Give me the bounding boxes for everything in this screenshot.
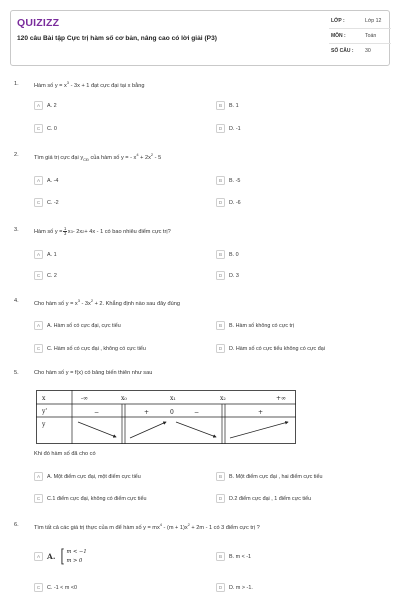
question-text: Cho hàm số y = f(x) có bảng biến thiên như sau xyxy=(34,370,153,376)
option-c[interactable]: C C.1 điểm cực đại, không có điểm cực tiểu xyxy=(34,494,147,503)
meta-divider xyxy=(329,28,391,29)
increase-arrow xyxy=(230,422,288,438)
x-value: +∞ xyxy=(276,395,287,402)
question-number: 4. xyxy=(14,298,19,304)
option-c[interactable]: C C. 2 xyxy=(34,271,57,280)
option-letter-box: C xyxy=(34,124,43,133)
row-label-yprime: y' xyxy=(42,408,48,415)
option-letter-box: C xyxy=(34,494,43,503)
option-letter-box: D xyxy=(216,344,225,353)
option-a[interactable]: A A. [ m < −1 m > 0 xyxy=(34,552,87,561)
class-value: Lớp 12 xyxy=(365,18,382,24)
fraction: $\frac{1}{3}$ xyxy=(63,226,67,237)
option-letter-box: A xyxy=(34,321,43,330)
subject-value: Toán xyxy=(365,33,377,39)
row-label-x: x xyxy=(42,395,46,402)
option-d[interactable]: D D. -6 xyxy=(216,198,241,207)
option-d[interactable]: D D. -1 xyxy=(216,124,241,133)
x-value: x₀ xyxy=(121,395,127,402)
option-letter-box: A xyxy=(34,176,43,185)
question-number: 3. xyxy=(14,227,19,233)
option-letter-box: B xyxy=(216,250,225,259)
x-value: x₂ xyxy=(220,395,226,402)
quizizz-logo: QUIZIZZ xyxy=(17,17,60,29)
option-letter-box: B xyxy=(216,472,225,481)
option-letter-box: A xyxy=(34,472,43,481)
option-a[interactable]: A A. Một điểm cực đại, một điểm cực tiểu xyxy=(34,472,141,481)
option-letter-box: C xyxy=(34,198,43,207)
option-letter-box: C xyxy=(34,344,43,353)
row-label-y: y xyxy=(42,421,46,428)
question-text: Tìm giá trị cực đại $y_{CĐ}$ của hàm số y = - $x^4 + 2x^2 - 5$ xyxy=(34,152,162,162)
question-number: 1. xyxy=(14,81,19,87)
option-d[interactable]: D D. m > -1. xyxy=(216,583,253,592)
option-letter-box: D xyxy=(216,271,225,280)
worksheet-header xyxy=(10,10,390,66)
option-letter-box: B xyxy=(216,101,225,110)
question-text: Cho hàm số $y = x^3 - 3x^2 + 2$. Khẳng định nào sau đây đúng xyxy=(34,298,180,307)
option-b[interactable]: B B. 0 xyxy=(216,250,239,259)
option-letter-box: D xyxy=(216,583,225,592)
option-letter-box: D xyxy=(216,198,225,207)
question-followup-text: Khi đó hàm số đã cho có xyxy=(34,451,96,457)
option-letter-box: D xyxy=(216,494,225,503)
option-letter-box: B xyxy=(216,321,225,330)
option-b[interactable]: B B. -5 xyxy=(216,176,240,185)
bracket: [ xyxy=(61,545,65,567)
class-label: LỚP : xyxy=(331,18,345,24)
option-b[interactable]: B B. Hàm số không có cực trị xyxy=(216,321,294,330)
inequality-system: [ m < −1 m > 0 xyxy=(61,545,87,567)
decrease-arrow xyxy=(176,422,216,437)
option-d[interactable]: D D. Hàm số có cực tiểu không có cực đại xyxy=(216,344,325,353)
option-c[interactable]: C C. -1 < m <0 xyxy=(34,583,77,592)
derivative-sign: − xyxy=(194,409,200,416)
option-letter-box: B xyxy=(216,176,225,185)
option-c[interactable]: C C. -2 xyxy=(34,198,59,207)
question-count-value: 30 xyxy=(365,48,371,54)
option-d[interactable]: D D.2 điểm cực đại , 1 điểm cực tiểu xyxy=(216,494,311,503)
question-text: Hàm số $y = x^3 - 3x + 1$ đạt cực đại tại x bằng xyxy=(34,80,145,89)
option-b[interactable]: B B. m < -1 xyxy=(216,552,251,561)
x-value: -∞ xyxy=(81,395,89,402)
question-text: Tìm tất cả các giá trị thực của m để hàm số $y = mx^4 - (m + 1)x^2 + 2m - 1$ có 3 điểm cực trị ? xyxy=(34,522,260,531)
option-letter-box: C xyxy=(34,583,43,592)
option-a[interactable]: A A. -4 xyxy=(34,176,58,185)
option-letter-box: A xyxy=(34,552,43,561)
derivative-sign: + xyxy=(144,409,150,416)
subject-label: MÔN : xyxy=(331,33,346,39)
option-d[interactable]: D D. 3 xyxy=(216,271,239,280)
derivative-sign: 0 xyxy=(170,409,174,416)
derivative-sign: + xyxy=(258,409,264,416)
option-letter-box: B xyxy=(216,552,225,561)
question-number: 2. xyxy=(14,152,19,158)
option-b[interactable]: B B. 1 xyxy=(216,101,239,110)
derivative-sign: − xyxy=(94,409,100,416)
option-letter-box: A xyxy=(34,101,43,110)
increase-arrow xyxy=(130,422,166,438)
option-letter-box: A xyxy=(34,250,43,259)
worksheet-title: 120 câu Bài tập Cực trị hàm số cơ bản, nâng cao có lời giải (P3) xyxy=(17,35,217,42)
option-a[interactable]: A A. 1 xyxy=(34,250,57,259)
option-b[interactable]: B B. Một điểm cực đại , hai điểm cực tiểu xyxy=(216,472,323,481)
variation-table-svg xyxy=(36,390,296,444)
option-letter-box: C xyxy=(34,271,43,280)
meta-divider xyxy=(329,43,391,44)
option-a[interactable]: A A. Hàm số có cực đại, cực tiểu xyxy=(34,321,121,330)
option-letter-box: D xyxy=(216,124,225,133)
question-text: Hàm số y = $\frac{1}{3}$ x 3 - 2x 2 + 4x - 1 có bao nhiêu điểm cực trị? xyxy=(34,226,171,237)
question-number: 5. xyxy=(14,370,19,376)
decrease-arrow xyxy=(78,422,116,437)
x-value: x₁ xyxy=(170,395,176,402)
question-number: 6. xyxy=(14,522,19,528)
option-c[interactable]: C C. Hàm số có cực đại , không có cực tiểu xyxy=(34,344,146,353)
option-c[interactable]: C C. 0 xyxy=(34,124,57,133)
variation-table xyxy=(36,390,296,444)
option-a[interactable]: A A. 2 xyxy=(34,101,57,110)
question-count-label: SỐ CÂU : xyxy=(331,48,354,54)
